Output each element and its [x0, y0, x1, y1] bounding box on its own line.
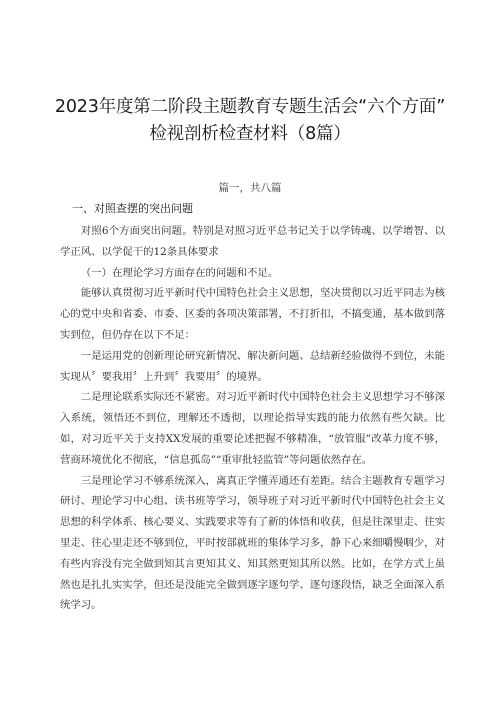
subsection-heading: （一）在理论学习方面存在的问题和不足。 — [80, 266, 279, 279]
paragraph: 三是理论学习不够系统深入，离真正学懂弄通还有差距。结合主题教育专题学习研讨、理论学习中心组、读书班等学习，领导班子对习近平新时代中国特色社会主义思想的科学体系、核心要义、实践要求等有了新的体悟和收获，但是往深里走、往实里走、往心里走还不够到位，平时按部就班的集体学习多，静下心来细嚼慢咽少，对有些内容没有完全做到知其言更知其义、知其然更知其所以然。比如，在学方式上虽然也是扎扎实实学，但还是没能完全做到逐字逐句学、逐句逐段悟，缺乏全面深入系统学习。 — [60, 474, 445, 612]
article-index: 篇一，共八篇 — [218, 182, 282, 194]
paragraph: 二是理论联系实际还不紧密。对习近平新时代中国特色社会主义思想学习不够深入系统，领悟还不到位，理解还不透彻，以理论指导实践的能力依然有些欠缺。比如，对习近平关于支持XX发展的重要论述把握不够精准，“放管服”改革力度不够，营商环境优化不彻底，“信息孤岛”“重审批轻监管”等问题依然存在。 — [60, 391, 445, 466]
paragraph: 一是运用党的创新理论研究新情况、解决新问题、总结新经验做得不到位，未能实现从〞要我用〞上升到〞我要用〞的境界。 — [60, 349, 445, 383]
paragraph: 能够认真贯彻习近平新时代中国特色社会主义思想，坚决贯彻以习近平同志为核心的党中央和省委、市委、区委的各项决策部署，不打折扣，不搞变通，基本做到落实到位，但仍存在以下不足： — [60, 287, 445, 341]
document-body — [60, 221, 445, 616]
paragraph: 对照6个方面突出问题。特别是对照习近平总书记关于以学铸魂、以学增智、以学正风、以学促干的12条具体要求 — [60, 225, 445, 258]
section-heading: 一、对照查摆的突出问题 — [72, 202, 193, 215]
document-title-line-2: 检视剖析检查材料（8篇） — [149, 124, 351, 144]
document-title-line-1: 2023年度第二阶段主题教育专题生活会“六个方面” — [54, 97, 446, 117]
